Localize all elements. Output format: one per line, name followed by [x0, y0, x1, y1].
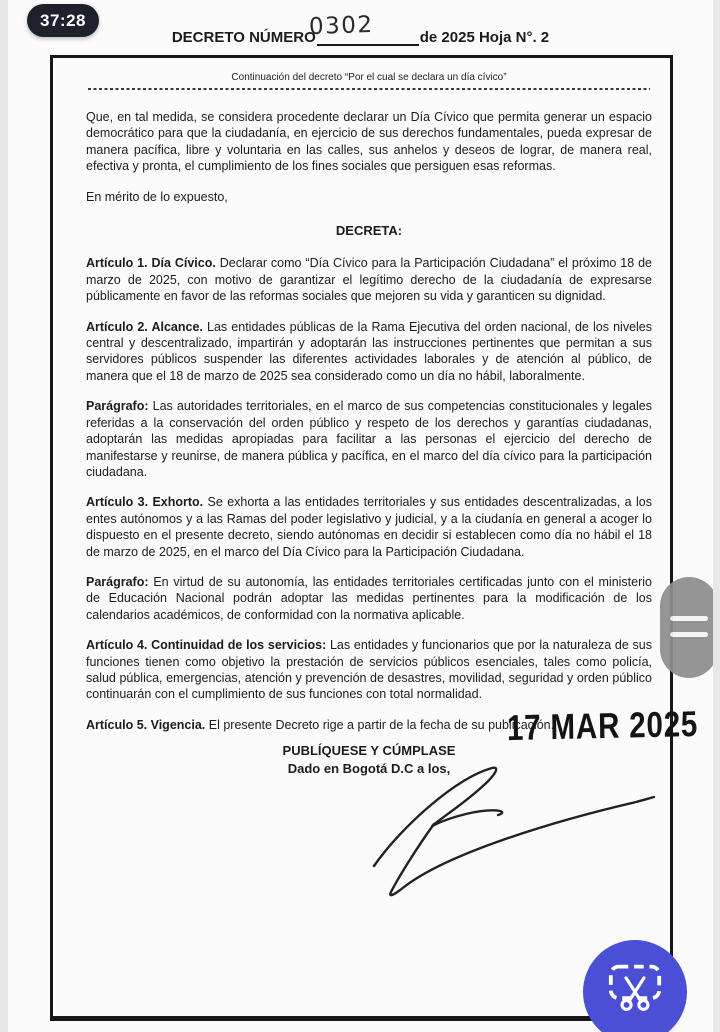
article-4-paragraph [86, 637, 652, 703]
paragrafo-2-lead: Parágrafo: [86, 574, 149, 589]
decree-body [53, 58, 699, 912]
recording-timer-badge: 37:28 [27, 4, 99, 37]
paragrafo-1-paragraph [86, 398, 652, 480]
article-4-body: Las entidades y funcionarios que por la naturaleza de sus funciones tienen como objetivo la prestación de servicios públicos esenciales, tales como policía, salud pública, emergencias, atención y prevención de desastres, movilidad, seguridad y orden público continuarán con el cumplimiento de sus funciones con total normalidad. [86, 638, 652, 702]
drag-lines-icon [670, 616, 708, 621]
article-3-body: Se exhorta a las entidades territoriales y sus entidades descentralizadas, a los entes autónomos y a las Ramas del poder legislativo y judicial, y a la ciudanía en general a acoger lo dispuesto en el presente decreto, siendo autónomas en decidir si establecen como día no hábil el 18 de marzo de 2025, en el marco del Día Cívico para la Participación Ciudadana. [86, 495, 652, 559]
article-4-lead: Artículo 4. Continuidad de los servicios: [86, 638, 327, 653]
article-3-paragraph [86, 494, 652, 560]
decree-number-label: DECRETO NÚMERO [171, 29, 316, 46]
article-5-lead: Artículo 5. Vigencia. [86, 717, 206, 732]
intro-paragraph: Que, en tal medida, se considera procedente declarar un Día Cívico que permita generar un espacio democrático para que la ciudadanía, en ejercicio de sus derechos fundamentales, pueda expresar de manera pacífica, libre y voluntaria en las calles, sus anhelos y deseos de lograr, de manera real, efectiva y pronta, el cumplimiento de los fines sociales que persiguen esas reformas. [86, 110, 652, 174]
article-2-body: Las entidades públicas de la Rama Ejecutiva del orden nacional, de los niveles central y descentralizado, impartirán y adoptarán las instrucciones pertinentes que permitan a sus servidores públicos suspender las diferentes actividades laborales y de atención al público, de manera que el 18 de marzo de 2025 sea considerado como un día no hábil, laboralmente. [86, 319, 652, 383]
dashed-divider [88, 88, 650, 90]
article-3-lead: Artículo 3. Exhorto. [86, 495, 204, 510]
decree-frame [50, 55, 699, 1021]
paragrafo-2-body: En virtud de su autonomía, las entidades territoriales certificadas junto con el ministerio de Educación Nacional podrán adoptar las medidas pertinentes para la modificación de los calendarios académicos, de conformidad con la normativa aplicable. [86, 574, 652, 622]
decree-number-stamp: 0302 [308, 11, 374, 41]
signature-scribble [344, 764, 656, 904]
article-1-body: Declarar como “Día Cívico para la Participación Ciudadana” el próximo 18 de marzo de 2025, con motivo de garantizar el legítimo derecho de la ciudadanía de expresarse públicamente en favor de las reformas sociales que mejoren su vida y garanticen su dignidad. [86, 256, 652, 304]
drag-lines-icon [670, 632, 708, 637]
paragrafo-1-lead: Parágrafo: [86, 399, 149, 414]
scrollbar-drag-handle[interactable] [660, 577, 713, 678]
publish-line: PUBLÍQUESE Y CÚMPLASE [282, 743, 456, 759]
paragrafo-2-paragraph [86, 574, 652, 623]
article-1-paragraph [86, 255, 652, 304]
decree-year-page-label: de 2025 Hoja N°. 2 [419, 29, 550, 46]
article-2-paragraph [86, 319, 652, 385]
place-line: Dado en Bogotá D.C a los, [287, 760, 451, 776]
date-stamp: 17 MAR 2025 [506, 703, 699, 749]
screenshot-crop-scissors-icon [608, 963, 662, 1013]
decreta-heading: DECRETA: [335, 223, 403, 239]
article-5-body: El presente Decreto rige a partir de la fecha de su publicación. [208, 717, 555, 732]
continuation-note: Continuación del decreto “Por el cual se declara un día cívico” [231, 72, 507, 83]
article-2-lead: Artículo 2. Alcance. [86, 319, 203, 334]
paragrafo-1-body: Las autoridades territoriales, en el marco de sus competencias constitucionales y legales referidas a la conservación del orden público y respeto de los derechos y garantías ciudadanas, adoptarán las medidas apropiadas para facilitar a las personas el ejercicio del derecho de manifestarse y reunirse, de manera pública y pacífica, en el marco del día cívico para la participación ciudadana. [86, 399, 652, 479]
decree-number-blank-line [308, 11, 419, 46]
document-page [8, 0, 713, 1032]
article-1-lead: Artículo 1. Día Cívico. [86, 256, 216, 271]
merit-paragraph: En mérito de lo expuesto, [86, 189, 228, 204]
